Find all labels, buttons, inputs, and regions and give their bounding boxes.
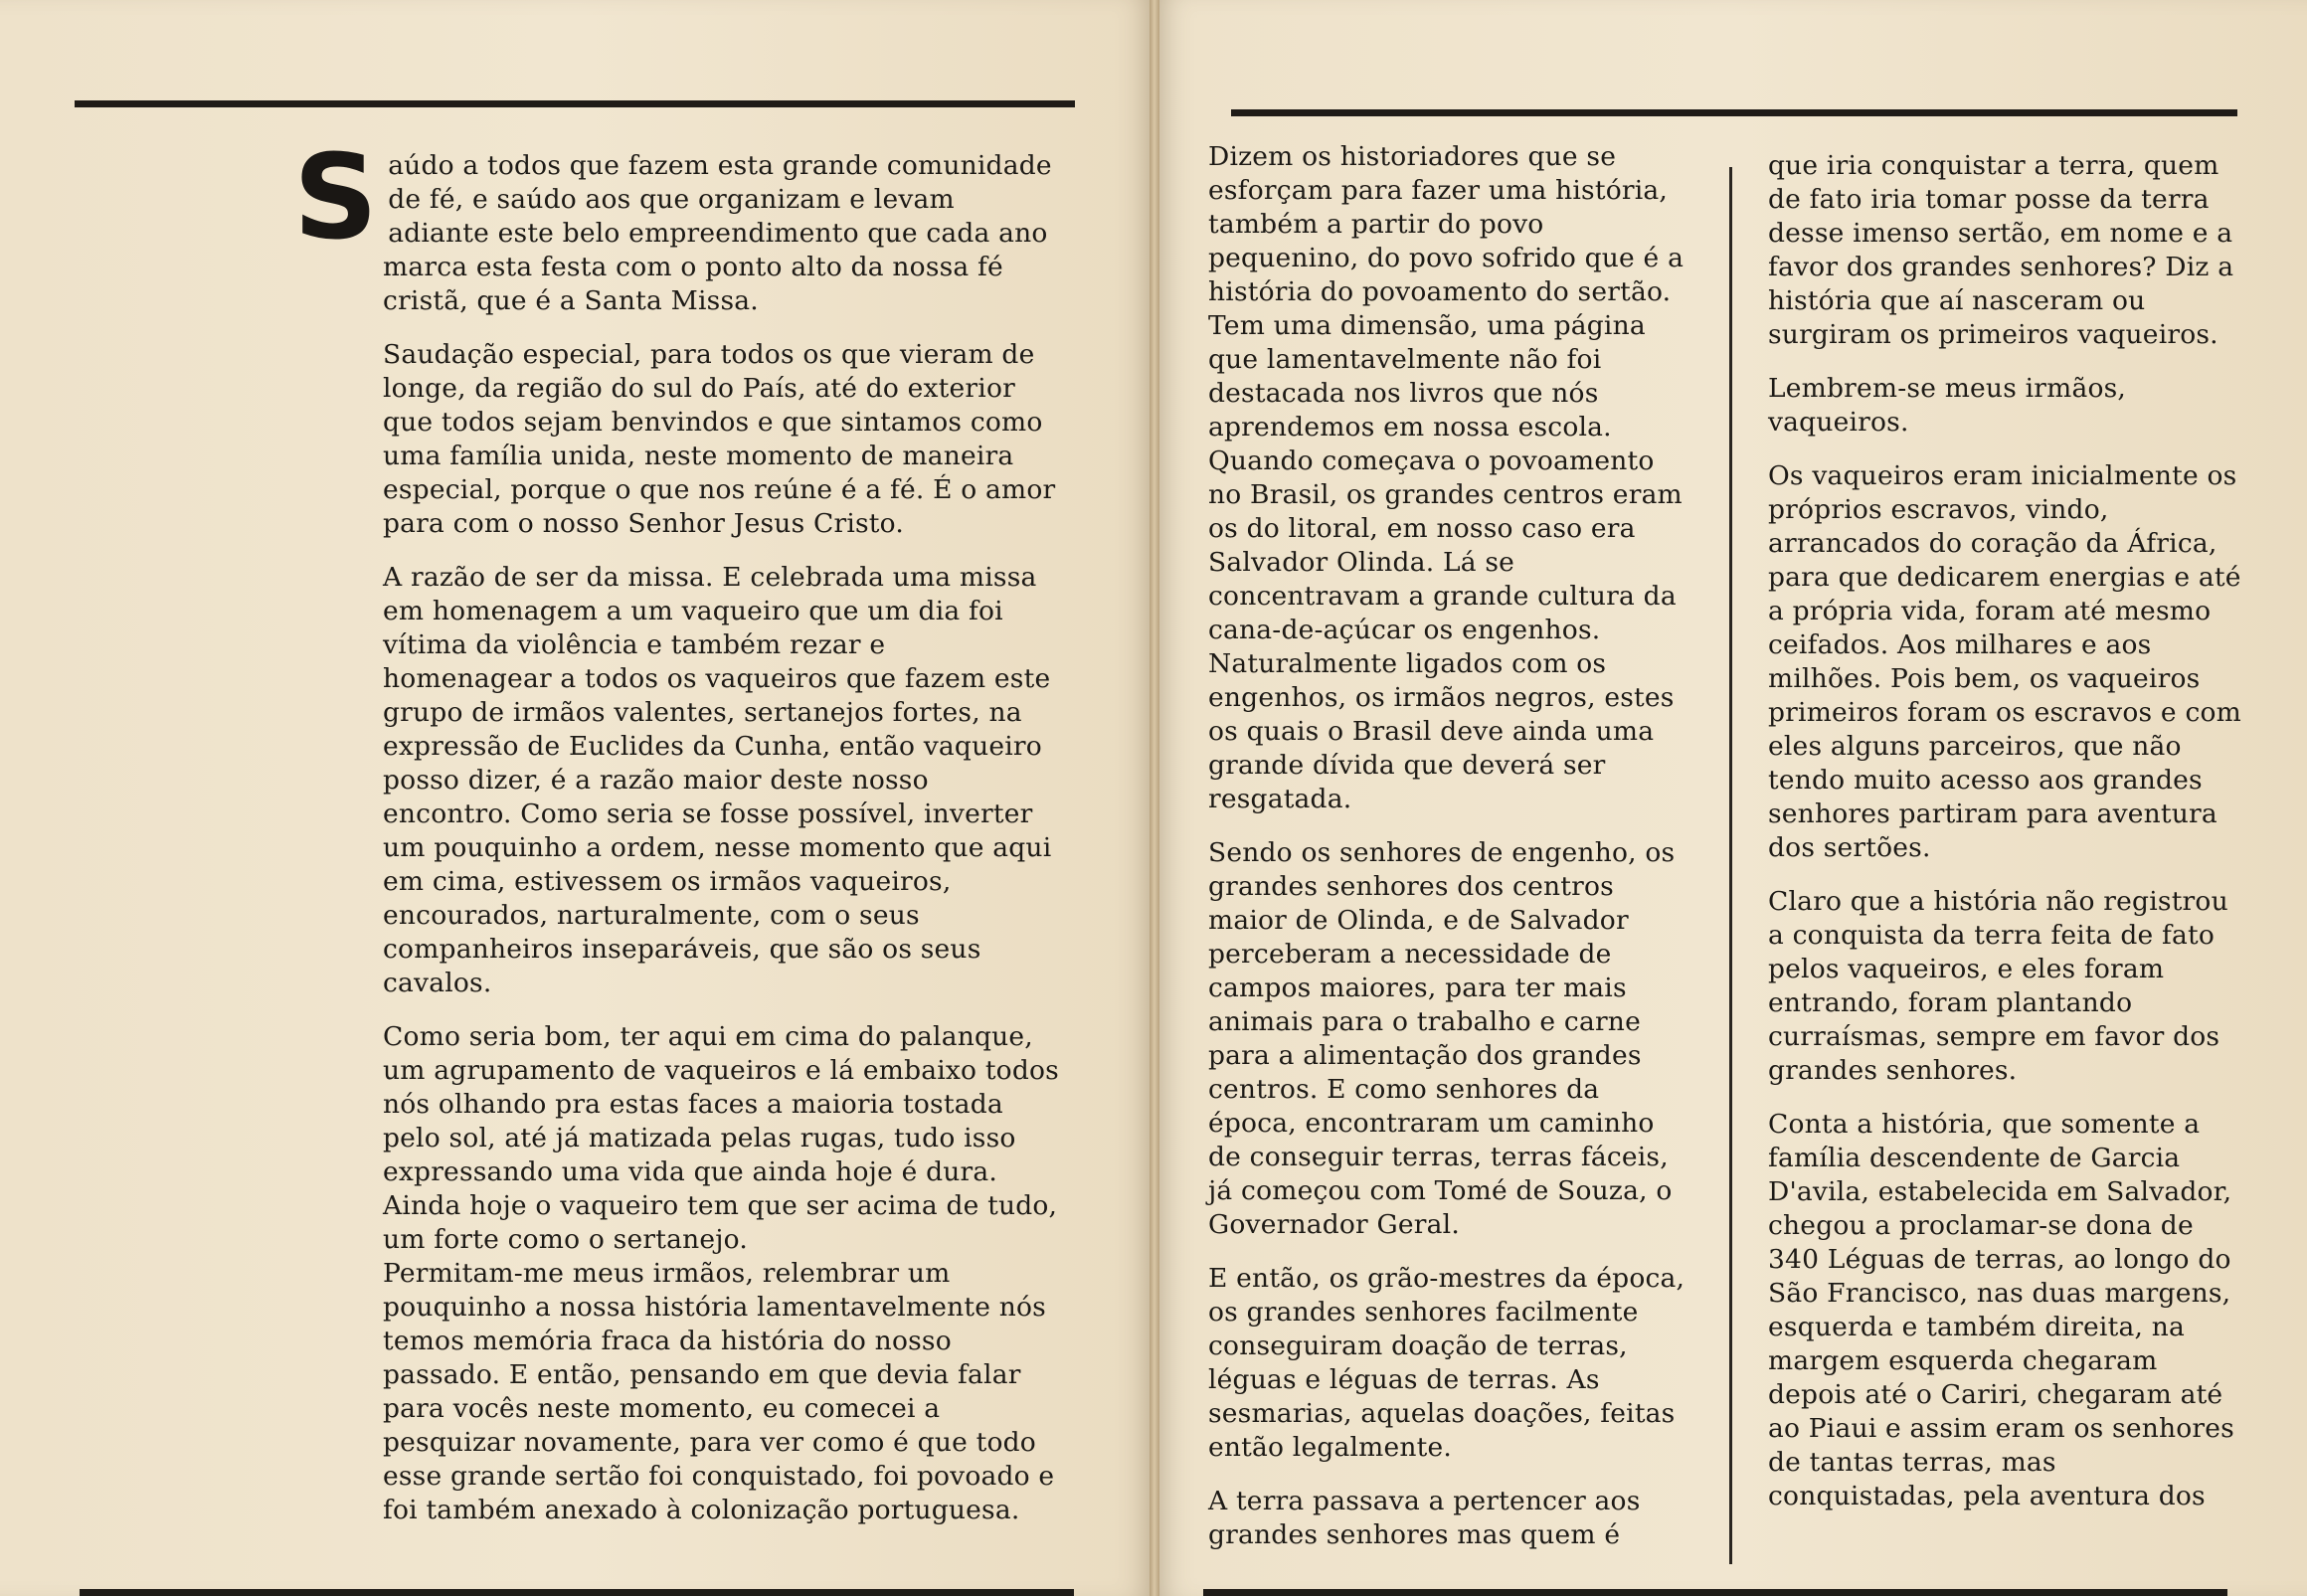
paragraph: A razão de ser da missa. E celebrada uma missa em homenagem a um vaqueiro que um dia foi vítima da violência e também rezar e homenagear a todos os vaqueiros que fazem este grupo de irmãos valentes, sertanejos fortes, na expressão de Euclides da Cunha, então vaqueiro posso dizer, é a razão maior deste nosso encontro. Como seria se fosse possível, inverter um pouquinho a ordem, nesse momento que aqui em cima, estivessem os irmãos vaqueiros, encourados, narturalmente, com o seus companheiros inseparáveis, que são os seus cavalos. [383,562,1052,998]
paragraph: Claro que a história não registrou a conquista da terra feita de fato pelos vaqueiros, e eles foram entrando, foram plantando curraísmas, sempre em favor dos grandes senhores. [1768,886,2228,1086]
paragraph: Conta a história, que somente a família descendente de Garcia D'avila, estabelecida em Salvador, chegou a proclamar-se dona de 340 Léguas de terras, ao longo do São Francisco, nas duas margens, esquerda e também direita, na margem esquerda chegaram depois até o Cariri, chegaram até ao Piaui e assim eram os senhores de tantas terras, mas conquistadas, pela aventura dos [1768,1109,2234,1511]
right-text-column [1768,149,2245,1533]
middle-text-column [1208,140,1687,1572]
paragraph: Dizem os historiadores que se esforçam para fazer uma história, também a partir do povo pequenino, do povo sofrido que é a história do povoamento do sertão. Tem uma dimensão, uma página que lamentavelmente não foi destacada nos livros que nós aprendemos em nossa escola. Quando começava o povoamento no Brasil, os grandes centros eram os do litoral, em nosso caso era Salvador Olinda. Lá se concentravam a grande cultura da cana-de-açúcar os engenhos. Naturalmente ligados com os engenhos, os irmãos negros, estes os quais o Brasil deve ainda uma grande dívida que deverá ser resgatada. [1208,141,1685,814]
paragraph: Sendo os senhores de engenho, os grandes senhores dos centros maior de Olinda, e de Salvador perceberam a necessidade de campos maiores, para ter mais animais para o trabalho e carne para a alimentação dos grandes centros. E como senhores da época, encontraram um caminho de conseguir terras, terras fáceis, já começou com Tomé de Souza, o Governador Geral. [1208,837,1676,1240]
bottom-rule-left [80,1589,1074,1596]
drop-cap: S [293,128,379,266]
paragraph-text: aúdo a todos que fazem esta grande comunidade de fé, e saúdo aos que organizam e levam adiante este belo empreendimento que cada ano marca esta festa com o ponto alto da nossa fé cristã, que é a Santa Missa. [383,150,1052,316]
bottom-rule-right [1203,1589,2227,1596]
paragraph: Permitam-me meus irmãos, relembrar um pouquinho a nossa história lamentavelmente nós temos memória fraca da história do nosso passado. E então, pensando em que devia falar para vocês neste momento, eu comecei a pesquizar novamente, para ver como é que todo esse grande sertão foi conquistado, foi povoado e foi também anexado à colonização portuguesa. [383,1258,1055,1525]
paragraph: Saudação especial, para todos os que vieram de longe, da região do sul do País, até do exterior que todos sejam benvindos e que sintamos como uma família unida, neste momento de maneira especial, porque o que nos reúne é a fé. É o amor para com o nosso Senhor Jesus Cristo. [383,339,1056,539]
paragraph: E então, os grão-mestres da época, os grandes senhores facilmente conseguiram doação de terras, léguas e léguas de terras. As sesmarias, aquelas doações, feitas então legalmente. [1208,1263,1686,1463]
book-gutter [1150,0,1159,1596]
paragraph: que iria conquistar a terra, quem de fato iria tomar posse da terra desse imenso sertão, em nome e a favor dos grandes senhores? Diz a história que aí nasceram ou surgiram os primeiros vaqueiros. [1768,150,2234,350]
left-text-column [293,128,1059,1547]
paragraph: Os vaqueiros eram inicialmente os próprios escravos, vindo, arrancados do coração da África, para que dedicarem energias e até a própria vida, foram até mesmo ceifados. Aos milhares e aos milhões. Pois bem, os vaqueiros primeiros foram os escravos e com eles alguns parceiros, que não tendo muito acesso aos grandes senhores partiram para aventura dos sertões. [1768,460,2241,863]
paragraph: Como seria bom, ter aqui em cima do palanque, um agrupamento de vaqueiros e lá embaixo todos nós olhando pra estas faces a maioria tostada pelo sol, até já matizada pelas rugas, tudo isso expressando uma vida que ainda hoje é dura. Ainda hoje o vaqueiro tem que ser acima de tudo, um forte como o sertanejo. [383,1021,1059,1255]
top-rule-right [1231,109,2237,116]
paragraph: Lembrem-se meus irmãos, vaqueiros. [1768,373,2127,438]
top-rule-left [75,100,1075,107]
column-divider [1729,167,1732,1564]
paragraph-greeting [293,128,1059,318]
paragraph: A terra passava a pertencer aos grandes senhores mas quem é [1208,1486,1641,1550]
